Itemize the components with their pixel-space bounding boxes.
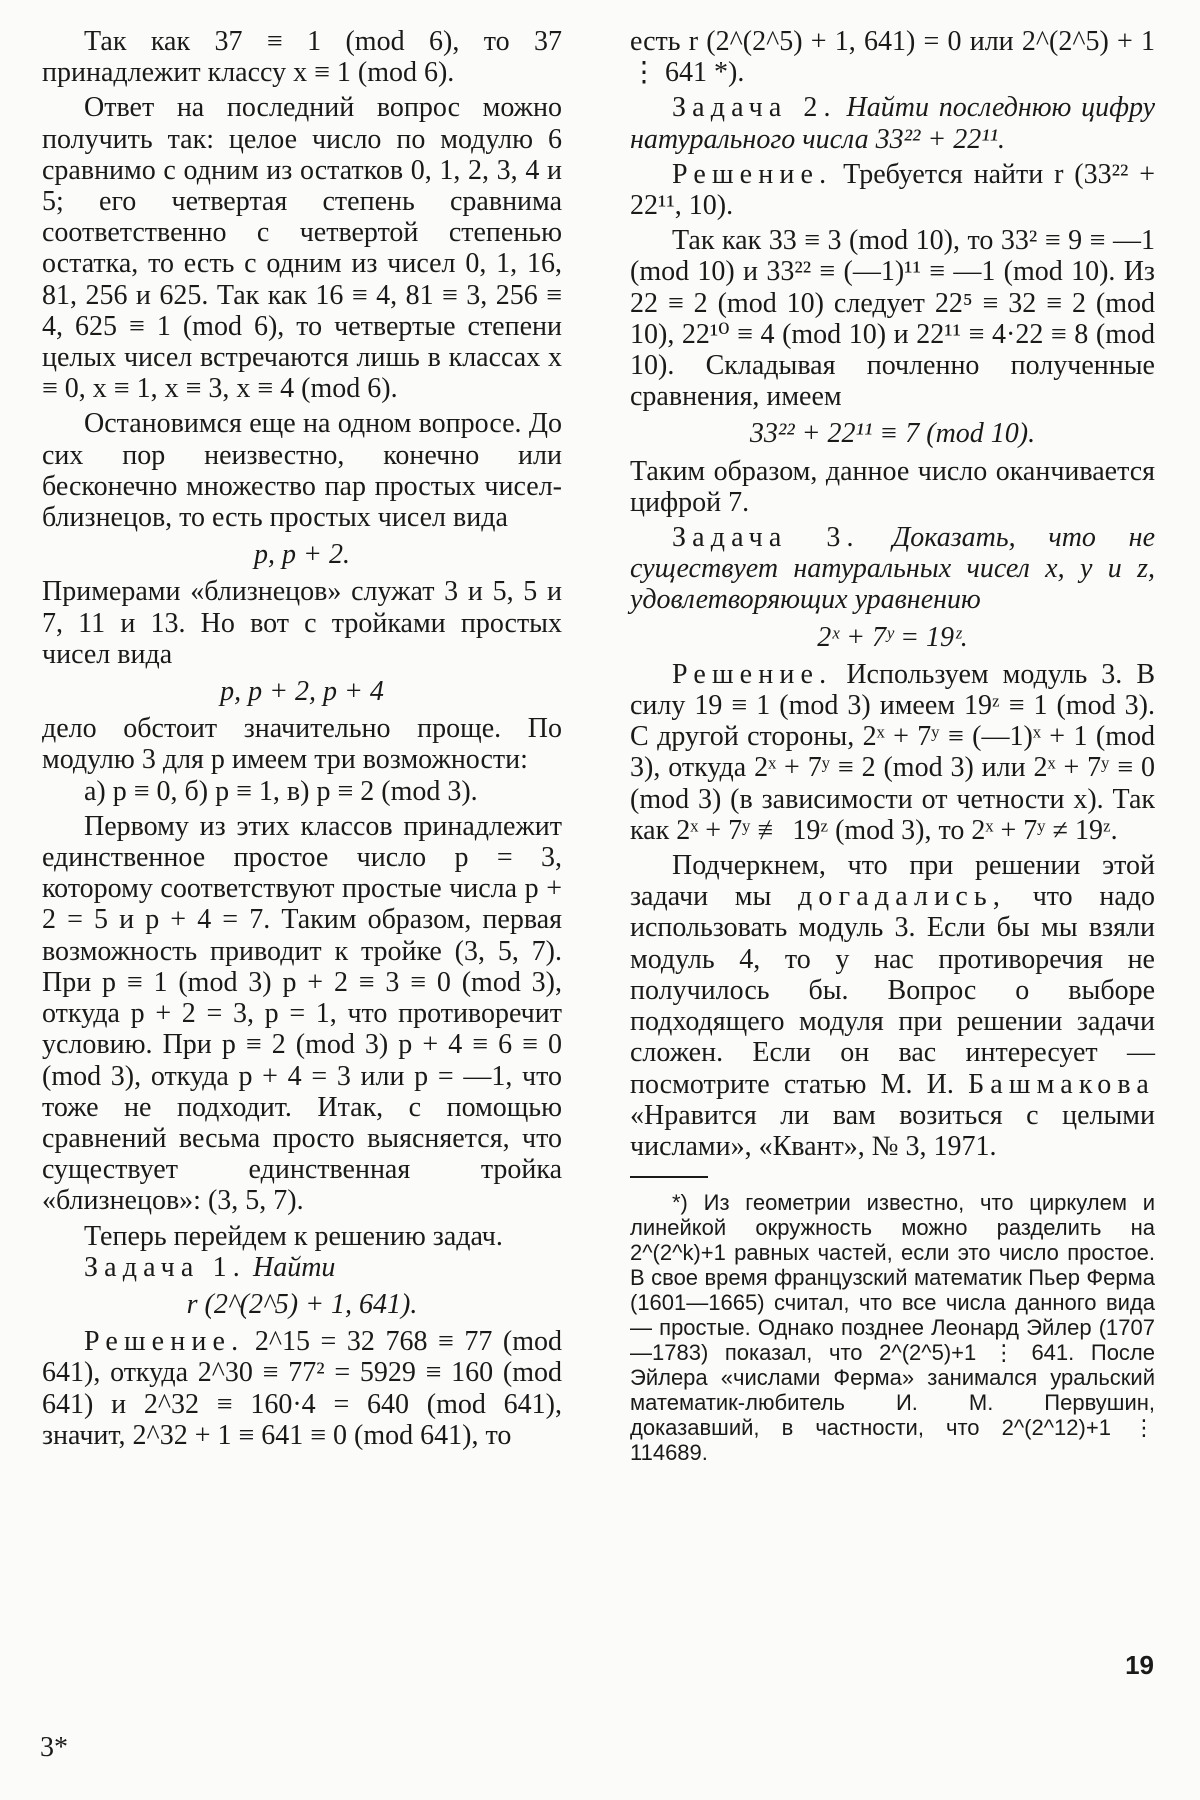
formula: 33²² + 22¹¹ ≡ 7 (mod 10). [749, 418, 1036, 450]
task-text: Найти [252, 1251, 336, 1283]
paragraph [630, 850, 1155, 1162]
task-text: Найти последнюю цифру натурального числа 33²² + 22¹¹. [630, 92, 1156, 155]
text-run: что надо использовать модуль 3. Если бы мы взяли модуль 4, то у нас противоречия не получилось бы. Вопрос о выборе подходящего модуля при решении задачи сложен. Если он вас интересует — посмотрите статью М. И. [630, 881, 1155, 1100]
solution [630, 159, 1155, 221]
right-column [630, 26, 1155, 1465]
cases-list: а) p ≡ 0, б) p ≡ 1, в) p ≡ 2 (mod 3). [84, 775, 478, 807]
paragraph: Примерами «близнецов» служат 3 и 5, 5 и 7, 11 и 13. Но вот с тройками простых чисел вида [42, 576, 562, 670]
paragraph: Остановимся еще на одном вопросе. До сих пор неизвестно, конечно или бесконечно множество пар простых чисел-близнецов, то есть простых чисел вида [42, 408, 562, 534]
solution-text: 2^15 = 32 768 ≡ 77 (mod 641), откуда 2^30 ≡ 77² = 5929 ≡ 160 (mod 641) и 2^32 ≡ 160·4 = 640 (mod 641), значит, 2^32 + 1 ≡ 641 ≡ 0 (mod 641), то [42, 1326, 563, 1451]
formula: p, p + 2. [254, 539, 350, 571]
text-run: «Нравится ли вам возиться с целыми числами», «Квант», № 3, 1971. [630, 1099, 1155, 1162]
formula: p, p + 2, p + 4 [220, 676, 384, 708]
paragraph: Так как 33 ≡ 3 (mod 10), то 33² ≡ 9 ≡ —1 (mod 10) и 33²² ≡ (—1)¹¹ ≡ —1 (mod 10). Из 22 ≡ 2 (mod 10) следует 22⁵ ≡ 32 ≡ 2 (mod 10), 22¹⁰ ≡ 4 (mod 10) и 22¹¹ ≡ 4·22 ≡ 8 (mod 10). Складывая почленно полученные сравнения, имеем [630, 225, 1155, 413]
formula: r (2^(2^5) + 1, 641). [186, 1288, 418, 1320]
footnote-divider [630, 1176, 708, 1178]
solution-label: Решение. [672, 658, 833, 690]
solution-text: Требуется найти r (33²² + 22¹¹, 10). [630, 158, 1156, 222]
task-heading [630, 92, 1155, 154]
solution [42, 1326, 562, 1451]
footnote-text: *) Из геометрии известно, что циркулем и линейкой окружность можно разделить на 2^(2^k)+1 равных частей, если это число простое. В свое время французский математик Пьер Ферма (1601—1665) считал, что все числа данного вида — простые. Однако позднее Леонард Эйлер (1707—1783) показал, что 2^(2^5)+1 ⋮ 641. После Эйлера «числами Ферма» занимался уральский математик-любитель И. М. Первушин, доказавший, в частности, что 2^(2^12)+1 ⋮ 114689. [630, 1190, 1155, 1466]
page-number: 19 [1125, 1650, 1154, 1680]
task-text: Доказать, что не существует натуральных чисел x, y и z, удовлетворяющих уравнению [630, 522, 1155, 616]
solution [630, 659, 1155, 846]
task-heading [630, 522, 1155, 616]
footnote [630, 1190, 1155, 1465]
task-label: Задача 2. [672, 92, 837, 124]
paragraph: Первому из этих классов принадлежит единственное простое число p = 3, которому соответствуют простые числа p + 2 = 5 и p + 4 = 7. Таким образом, первая возможность приводит к тройке (3, 5, 7). При p ≡ 1 (mod 3) p + 2 ≡ 3 ≡ 0 (mod 3), откуда p + 2 = 3, p = 1, что противоречит условию. При p ≡ 2 (mod 3) p + 4 ≡ 6 ≡ 0 (mod 3), откуда p + 4 = 3 или p = —1, что тоже не подходит. Итак, с помощью сравнений весьма просто выясняется, что существует единственная тройка «близнецов»: (3, 5, 7). [42, 810, 562, 1217]
task-label: Задача 1. [84, 1251, 246, 1283]
text-run: Подчеркнем, что при решении этой задачи мы [630, 850, 1155, 913]
author-name: Башмакова [968, 1068, 1155, 1100]
solution-text: Используем модуль 3. В силу 19 ≡ 1 (mod 3) имеем 19ᶻ ≡ 1 (mod 3). С другой стороны, 2ˣ + 7ʸ ≡ (—1)ˣ + 1 (mod 3), откуда 2ˣ + 7ʸ ≡ 2 (mod 3) или 2ˣ + 7ʸ ≡ 0 (mod 3) (в зависимости от четности x). Так как 2ˣ + 7ʸ ≢ 19ᶻ (mod 3), то 2ˣ + 7ʸ ≠ 19ᶻ. [630, 658, 1155, 846]
paragraph: Ответ на последний вопрос можно получить так: целое число по модулю 6 сравнимо с одним из остатков 0, 1, 2, 3, 4 и 5; его четвертая степень сравнима соответственно с четвертой степенью остатка, то есть с одним из чисел 0, 1, 16, 81, 256 и 625. Так как 16 ≡ 4, 81 ≡ 3, 256 ≡ 4, 625 ≡ 1 (mod 6), то четвертые степени целых чисел встречаются лишь в классах x ≡ 0, x ≡ 1, x ≡ 3, x ≡ 4 (mod 6). [42, 92, 562, 405]
signature-mark: 3* [40, 1732, 68, 1763]
paragraph: дело обстоит значительно проще. По модулю 3 для p имеем три возможности: [42, 713, 562, 776]
paragraph: Теперь перейдем к решению задач. [84, 1220, 503, 1252]
paragraph: Таким образом, данное число оканчивается цифрой 7. [630, 455, 1155, 518]
emphasis: догадались, [798, 881, 1007, 913]
solution-label: Решение. [672, 158, 833, 190]
paragraph: Так как 37 ≡ 1 (mod 6), то 37 принадлежит классу x ≡ 1 (mod 6). [42, 26, 562, 89]
task-heading [42, 1252, 562, 1283]
formula: 2ˣ + 7ʸ = 19ᶻ. [817, 621, 968, 653]
paragraph: есть r (2^(2^5) + 1, 641) = 0 или 2^(2^5) + 1 ⋮ 641 *). [630, 26, 1155, 89]
solution-label: Решение. [84, 1326, 245, 1358]
task-label: Задача 3. [672, 522, 860, 554]
left-column [42, 26, 562, 1451]
